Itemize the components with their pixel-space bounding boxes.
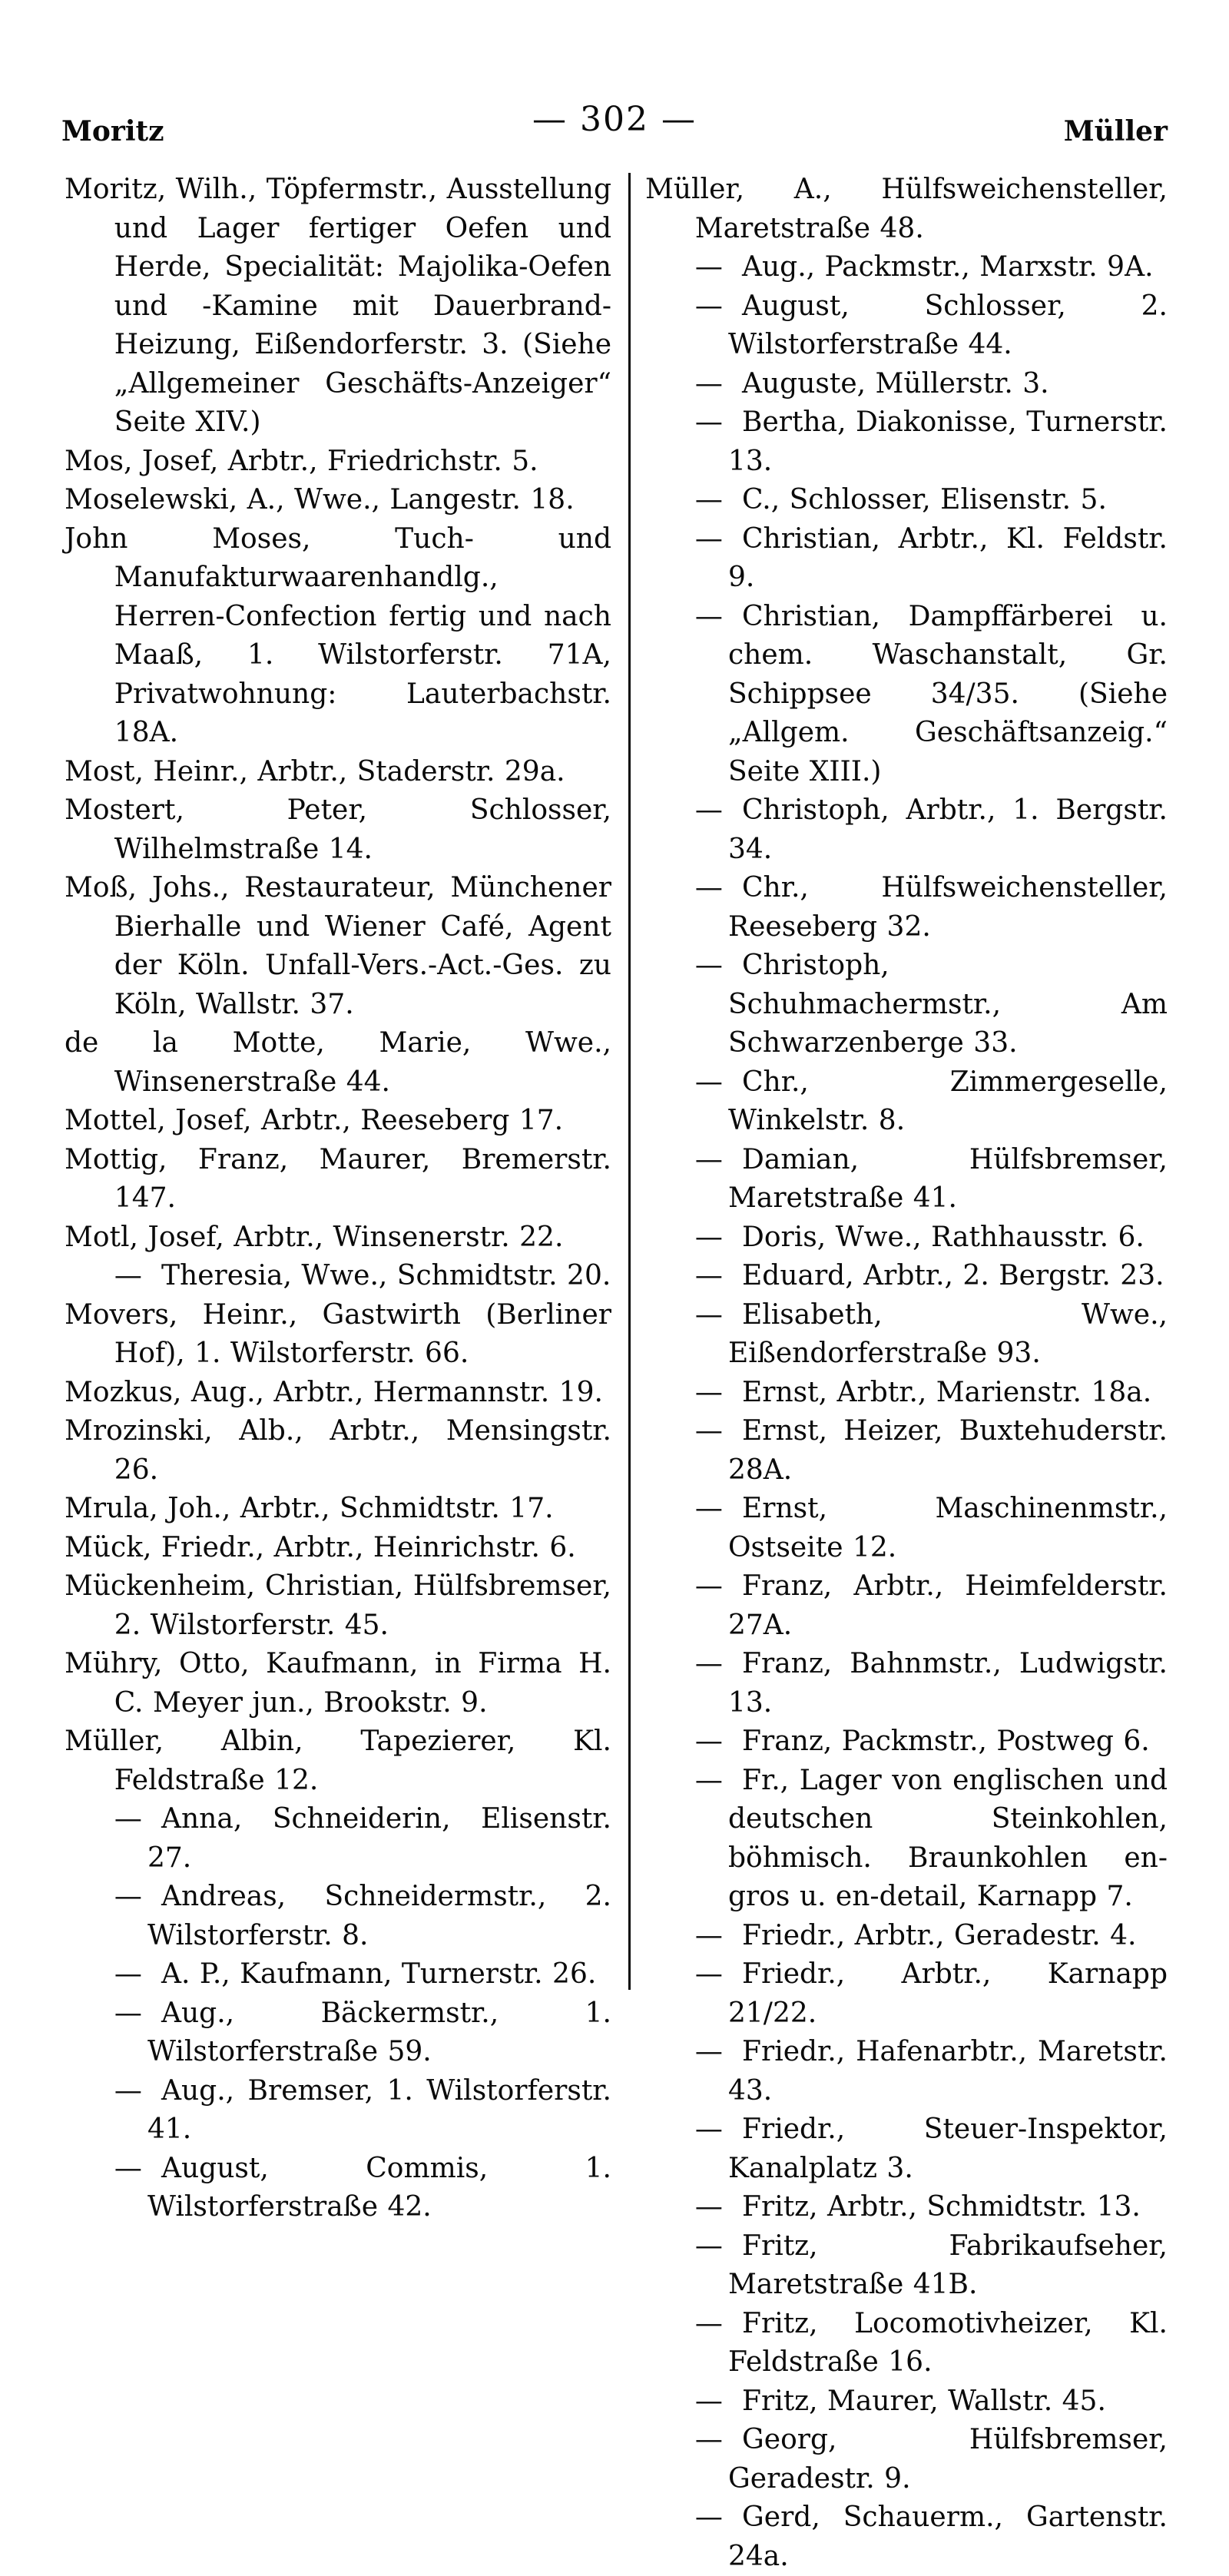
directory-entry — [645, 248, 1168, 287]
directory-entry — [645, 2421, 1168, 2498]
directory-entry — [65, 753, 611, 792]
directory-entry — [65, 869, 611, 1024]
repeat-dash: — — [694, 367, 723, 399]
entry-text: Christoph, Schuhmachermstr., Am Schwarzenberge 33. — [728, 950, 1168, 1059]
repeat-dash: — — [694, 1493, 723, 1524]
repeat-dash: — — [114, 2152, 142, 2184]
repeat-dash: — — [694, 2424, 723, 2455]
entry-text: August, Commis, 1. Wilstorferstraße 42. — [147, 2152, 611, 2223]
directory-entry — [645, 2110, 1168, 2188]
directory-entry — [65, 481, 611, 520]
column-divider — [628, 173, 631, 1990]
directory-entry — [65, 1878, 611, 1955]
repeat-dash: — — [694, 2191, 723, 2223]
entry-text: Movers, Heinr., Gastwirth (Berliner Hof), 1. Wilstorferstr. 66. — [65, 1298, 611, 1369]
entry-text: Moselewski, A., Wwe., Langestr. 18. — [65, 484, 575, 516]
directory-entry — [645, 2188, 1168, 2227]
directory-entry — [645, 287, 1168, 365]
entry-text: Mrozinski, Alb., Arbtr., Mensingstr. 26. — [65, 1415, 611, 1486]
directory-entry — [645, 171, 1168, 248]
repeat-dash: — — [694, 1066, 723, 1098]
directory-entry — [645, 520, 1168, 598]
directory-entry — [65, 2072, 611, 2150]
repeat-dash: — — [694, 406, 723, 438]
entry-text: Friedr., Steuer-Inspektor, Kanalplatz 3. — [728, 2114, 1168, 2184]
repeat-dash: — — [694, 2385, 723, 2417]
entry-text: Mück, Friedr., Arbtr., Heinrichstr. 6. — [65, 1531, 576, 1563]
entry-text: Ernst, Maschinenmstr., Ostseite 12. — [728, 1493, 1168, 1563]
directory-entry — [65, 1567, 611, 1645]
repeat-dash: — — [694, 1764, 723, 1796]
entry-text: de la Motte, Marie, Wwe., Winsenerstraße 44. — [65, 1027, 611, 1098]
entry-text: Bertha, Diakonisse, Turnerstr. 13. — [728, 406, 1168, 477]
directory-entry — [645, 403, 1168, 481]
directory-entry — [65, 1141, 611, 1218]
directory-entry — [645, 1374, 1168, 1413]
repeat-dash: — — [694, 2230, 723, 2262]
directory-entry — [65, 1296, 611, 1374]
entry-text: Franz, Packmstr., Postweg 6. — [742, 1726, 1150, 1757]
entry-text: Fritz, Fabrikaufseher, Maretstraße 41B. — [728, 2230, 1168, 2300]
repeat-dash: — — [694, 1298, 723, 1331]
repeat-dash: — — [114, 1997, 142, 2029]
repeat-dash: — — [694, 290, 723, 322]
entry-text: Friedr., Arbtr., Geradestr. 4. — [742, 1919, 1137, 1951]
directory-entry — [645, 1257, 1168, 1296]
directory-entry — [645, 365, 1168, 404]
entry-text: Aug., Packmstr., Marxstr. 9A. — [742, 251, 1154, 283]
entry-text: Christian, Arbtr., Kl. Feldstr. 9. — [728, 522, 1168, 593]
directory-entry — [645, 869, 1168, 947]
entry-text: Mückenheim, Christian, Hülfsbremser, 2. Wilstorferstr. 45. — [65, 1570, 611, 1641]
entry-text: Mottig, Franz, Maurer, Bremerstr. 147. — [65, 1143, 611, 1214]
directory-entry — [65, 1955, 611, 1994]
entry-text: Andreas, Schneidermstr., 2. Wilstorferstr. 8. — [147, 1881, 611, 1951]
repeat-dash: — — [694, 1648, 723, 1679]
entry-text: Fr., Lager von englischen und deutschen Steinkohlen, böhmisch. Braunkohlen en-gros u. en-detail, Karnapp 7. — [728, 1764, 1168, 1912]
repeat-dash: — — [694, 794, 723, 826]
directory-entry — [65, 2150, 611, 2227]
directory-entry — [645, 481, 1168, 520]
repeat-dash: — — [694, 1919, 723, 1951]
directory-entry — [645, 2498, 1168, 2576]
repeat-dash: — — [694, 2307, 723, 2339]
repeat-dash: — — [694, 1260, 723, 1291]
repeat-dash: — — [694, 1415, 723, 1447]
directory-entry — [65, 1218, 611, 1258]
directory-entry — [65, 1645, 611, 1722]
directory-entry — [645, 791, 1168, 869]
entry-text: Fritz, Locomotivheizer, Kl. Feldstraße 16. — [728, 2307, 1168, 2378]
entry-text: Georg, Hülfsbremser, Geradestr. 9. — [728, 2424, 1168, 2495]
entry-text: Friedr., Hafenarbtr., Maretstr. 43. — [728, 2036, 1168, 2107]
repeat-dash: — — [694, 1570, 723, 1602]
entry-text: Gerd, Schauerm., Gartenstr. 24a. — [728, 2501, 1168, 2572]
entry-text: Franz, Bahnmstr., Ludwigstr. 13. — [728, 1648, 1168, 1719]
entry-text: Elisabeth, Wwe., Eißendorferstraße 93. — [728, 1298, 1168, 1369]
entry-text: Most, Heinr., Arbtr., Staderstr. 29a. — [65, 755, 565, 787]
entry-text: Chr., Zimmergeselle, Winkelstr. 8. — [728, 1066, 1168, 1136]
entry-text: August, Schlosser, 2. Wilstorferstraße 44. — [728, 290, 1168, 360]
entry-text: Müller, A., Hülfsweichensteller, Maretstraße 48. — [645, 174, 1168, 244]
entry-text: Theresia, Wwe., Schmidtstr. 20. — [161, 1260, 611, 1291]
entry-text: Chr., Hülfsweichensteller, Reeseberg 32. — [728, 872, 1168, 943]
entry-text: Eduard, Arbtr., 2. Bergstr. 23. — [742, 1260, 1164, 1291]
directory-entry — [645, 2382, 1168, 2422]
entry-text: Motl, Josef, Arbtr., Winsenerstr. 22. — [65, 1221, 564, 1253]
entry-text: Damian, Hülfsbremser, Maretstraße 41. — [728, 1143, 1168, 1214]
directory-entry — [645, 1490, 1168, 1567]
entry-text: Fritz, Arbtr., Schmidtstr. 13. — [742, 2191, 1141, 2223]
entry-text: Mühry, Otto, Kaufmann, in Firma H. C. Meyer jun., Brookstr. 9. — [65, 1648, 611, 1719]
entry-text: Mrula, Joh., Arbtr., Schmidtstr. 17. — [65, 1493, 554, 1524]
directory-entry — [65, 791, 611, 869]
entry-text: Mottel, Josef, Arbtr., Reeseberg 17. — [65, 1105, 564, 1136]
entry-text: John Moses, Tuch- und Manufakturwaarenhandlg., Herren-Confection fertig und nach Maaß, 1. Wilstorferstr. 71A, Privatwohnung: Lauterbachstr. 18A. — [65, 522, 611, 748]
directory-entry — [645, 1063, 1168, 1141]
repeat-dash: — — [694, 600, 723, 632]
repeat-dash: — — [694, 522, 723, 555]
repeat-dash: — — [694, 2036, 723, 2067]
entry-text: Auguste, Müllerstr. 3. — [742, 367, 1049, 399]
entry-text: Mostert, Peter, Schlosser, Wilhelmstraße 14. — [65, 794, 611, 865]
directory-entry — [65, 1800, 611, 1878]
directory-entry — [645, 1567, 1168, 1645]
directory-entry — [65, 443, 611, 482]
directory-entry — [645, 1955, 1168, 2033]
entry-text: Moritz, Wilh., Töpfermstr., Ausstellung und Lager fertiger Oefen und Herde, Specialität: Majolika-Oefen und -Kamine mit Dauerbrand-Heizung, Eißendorferstr. 3. (Siehe „Allgemeiner Geschäfts-Anzeiger“ Seite XIV.) — [65, 174, 611, 438]
entry-text: Mos, Josef, Arbtr., Friedrichstr. 5. — [65, 445, 538, 477]
directory-entry — [645, 947, 1168, 1063]
directory-entry — [645, 1218, 1168, 1258]
repeat-dash: — — [694, 1221, 723, 1253]
repeat-dash: — — [694, 251, 723, 283]
directory-entry — [65, 1024, 611, 1102]
directory-entry — [65, 520, 611, 753]
directory-entry — [645, 2227, 1168, 2305]
repeat-dash: — — [114, 1260, 142, 1291]
entry-text: Friedr., Arbtr., Karnapp 21/22. — [728, 1958, 1168, 2029]
repeat-dash: — — [694, 484, 723, 516]
entry-text: Moß, Johs., Restaurateur, Münchener Bierhalle und Wiener Café, Agent der Köln. Unfall-Vers.-Act.-Ges. zu Köln, Wallstr. 37. — [65, 872, 611, 1020]
repeat-dash: — — [694, 1143, 723, 1175]
repeat-dash: — — [694, 950, 723, 981]
repeat-dash: — — [694, 2501, 723, 2533]
entry-text: Doris, Wwe., Rathhausstr. 6. — [742, 1221, 1145, 1253]
repeat-dash: — — [114, 1881, 142, 1912]
directory-entry — [645, 1722, 1168, 1762]
directory-entry — [645, 1296, 1168, 1374]
entry-text: A. P., Kaufmann, Turnerstr. 26. — [161, 1958, 597, 1990]
repeat-dash: — — [694, 1726, 723, 1757]
directory-entry — [65, 1257, 611, 1296]
repeat-dash: — — [114, 1958, 142, 1990]
repeat-dash: — — [694, 1958, 723, 1990]
entry-text: Christian, Dampffärberei u. chem. Waschanstalt, Gr. Schippsee 34/35. (Siehe „Allgem. Geschäftsanzeig.“ Seite XIII.) — [728, 600, 1168, 787]
page-number: — 302 — — [532, 100, 697, 139]
directory-entry — [65, 171, 611, 443]
entry-text: Fritz, Maurer, Wallstr. 45. — [742, 2385, 1106, 2417]
repeat-dash: — — [694, 1376, 723, 1408]
left-column — [65, 171, 611, 2227]
directory-entry — [65, 1412, 611, 1490]
directory-entry — [645, 1645, 1168, 1722]
entry-text: Mozkus, Aug., Arbtr., Hermannstr. 19. — [65, 1376, 603, 1408]
entry-text: C., Schlosser, Elisenstr. 5. — [742, 484, 1107, 516]
directory-entry — [65, 1994, 611, 2072]
entry-text: Ernst, Heizer, Buxtehuderstr. 28A. — [728, 1415, 1168, 1486]
entry-text: Franz, Arbtr., Heimfelderstr. 27A. — [728, 1570, 1168, 1641]
entry-text: Aug., Bäckermstr., 1. Wilstorferstraße 59. — [147, 1997, 611, 2067]
repeat-dash: — — [114, 1803, 142, 1835]
entry-text: Aug., Bremser, 1. Wilstorferstr. 41. — [147, 2074, 611, 2145]
directory-entry — [645, 2305, 1168, 2382]
directory-entry — [645, 598, 1168, 792]
directory-entry — [65, 1374, 611, 1413]
running-head-right: Müller — [1063, 115, 1168, 148]
directory-entry — [645, 1762, 1168, 1917]
entry-text: Christoph, Arbtr., 1. Bergstr. 34. — [728, 794, 1168, 865]
entry-text: Anna, Schneiderin, Elisenstr. 27. — [147, 1803, 611, 1874]
repeat-dash: — — [694, 2114, 723, 2145]
directory-entry — [65, 1102, 611, 1141]
page-header — [61, 92, 1168, 146]
entry-text: Müller, Albin, Tapezierer, Kl. Feldstraße 12. — [65, 1726, 611, 1796]
right-column — [645, 171, 1168, 2576]
directory-entry — [645, 1141, 1168, 1218]
directory-entry — [645, 1917, 1168, 1956]
directory-entry — [65, 1722, 611, 1800]
entry-text: Ernst, Arbtr., Marienstr. 18a. — [742, 1376, 1152, 1408]
directory-entry — [645, 1412, 1168, 1490]
directory-entry — [645, 2033, 1168, 2110]
directory-entry — [65, 1529, 611, 1568]
running-head-left: Moritz — [61, 115, 164, 148]
repeat-dash: — — [114, 2074, 142, 2107]
repeat-dash: — — [694, 872, 723, 903]
directory-entry — [65, 1490, 611, 1529]
